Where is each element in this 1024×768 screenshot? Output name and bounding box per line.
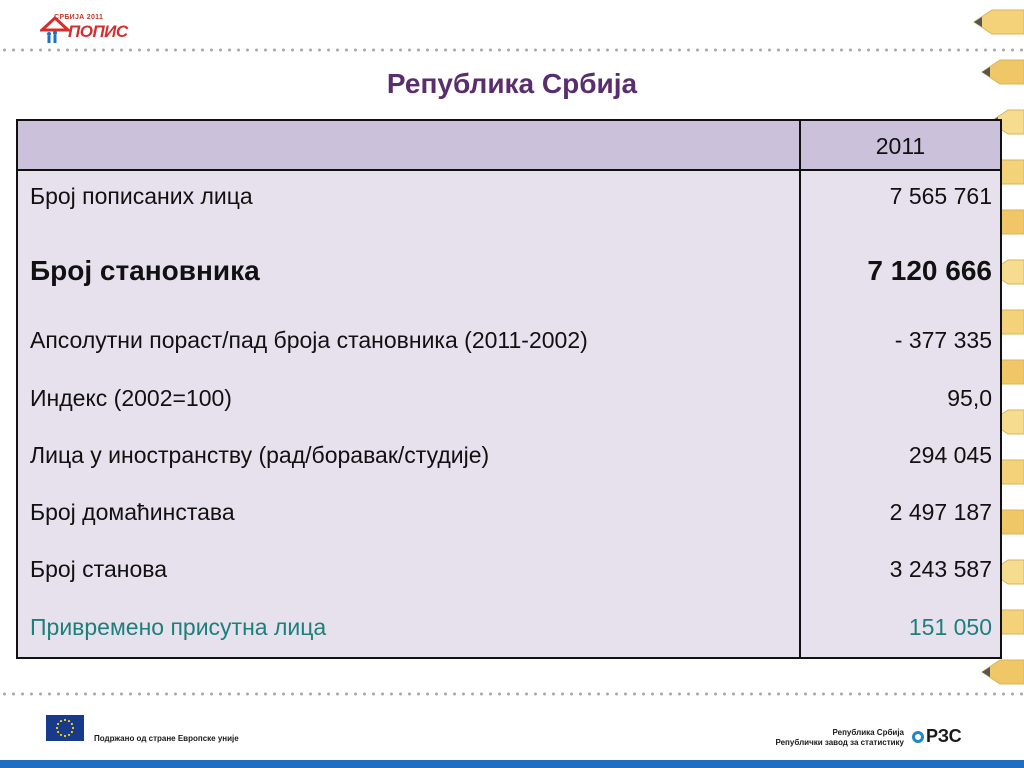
eu-star bbox=[64, 735, 66, 737]
bottom-bar bbox=[0, 760, 1024, 768]
rzs-logo bbox=[912, 726, 978, 748]
table-row bbox=[18, 255, 1000, 295]
popis-logo bbox=[40, 12, 136, 46]
row-label: Број домаћинстава bbox=[30, 499, 235, 525]
row-label: Привремено присутна лица bbox=[30, 614, 327, 640]
pencil-tip bbox=[982, 67, 990, 77]
rzs-logo-text: РЗС bbox=[926, 726, 962, 746]
row-value: 7 120 666 bbox=[867, 255, 992, 286]
table-row bbox=[18, 499, 1000, 539]
bottom-dotted-divider bbox=[0, 692, 1024, 696]
rzs-institute-text: Републички завод за статистику bbox=[775, 738, 904, 747]
eu-star bbox=[56, 727, 58, 729]
eu-star bbox=[71, 731, 73, 733]
eu-star bbox=[71, 723, 73, 725]
eu-star bbox=[68, 734, 70, 736]
row-label: Индекс (2002=100) bbox=[30, 385, 232, 411]
table-row bbox=[18, 556, 1000, 596]
table-row bbox=[18, 442, 1000, 482]
eu-star bbox=[64, 719, 66, 721]
row-label: Лица у иностранству (рад/боравак/студије) bbox=[30, 442, 490, 468]
table-row bbox=[18, 385, 1000, 425]
rzs-circle-icon bbox=[912, 731, 924, 743]
row-value: 2 497 187 bbox=[889, 499, 992, 525]
eu-support-text: Подржано од стране Европске уније bbox=[94, 734, 239, 743]
eu-star bbox=[60, 720, 62, 722]
eu-star bbox=[57, 723, 59, 725]
eu-star bbox=[68, 720, 70, 722]
eu-star bbox=[72, 727, 74, 729]
page-title: Република Србија bbox=[386, 68, 638, 99]
statistics-table bbox=[16, 119, 1002, 659]
row-label: Апсолутни пораст/пад броја становника (2011-2002) bbox=[30, 327, 588, 353]
eu-star bbox=[57, 731, 59, 733]
table-header bbox=[18, 121, 1000, 171]
pencil-tip bbox=[982, 667, 990, 677]
table-row bbox=[18, 614, 1000, 654]
pencil-tip bbox=[974, 17, 982, 27]
eu-star bbox=[60, 734, 62, 736]
row-value: 7 565 761 bbox=[889, 183, 992, 209]
row-label: Број пописаних лица bbox=[30, 183, 253, 209]
table-row bbox=[18, 183, 1000, 223]
logo-year-text: СРБИЈА 2011 bbox=[54, 14, 104, 21]
row-value: 95,0 bbox=[947, 385, 992, 411]
row-value: 151 050 bbox=[908, 614, 992, 640]
table-row bbox=[18, 327, 1000, 367]
eu-flag-icon bbox=[46, 715, 84, 741]
year-header: 2011 bbox=[875, 133, 926, 159]
row-value: 294 045 bbox=[908, 442, 992, 468]
logo-main-text: ПОПИС bbox=[68, 22, 128, 41]
row-label: Број становника bbox=[30, 255, 260, 286]
rzs-republic-text: Република Србија bbox=[832, 728, 904, 737]
row-value: - 377 335 bbox=[894, 327, 992, 353]
top-dotted-divider bbox=[0, 48, 1024, 52]
row-value: 3 243 587 bbox=[889, 556, 992, 582]
footer bbox=[0, 700, 1024, 768]
row-label: Број станова bbox=[30, 556, 167, 582]
